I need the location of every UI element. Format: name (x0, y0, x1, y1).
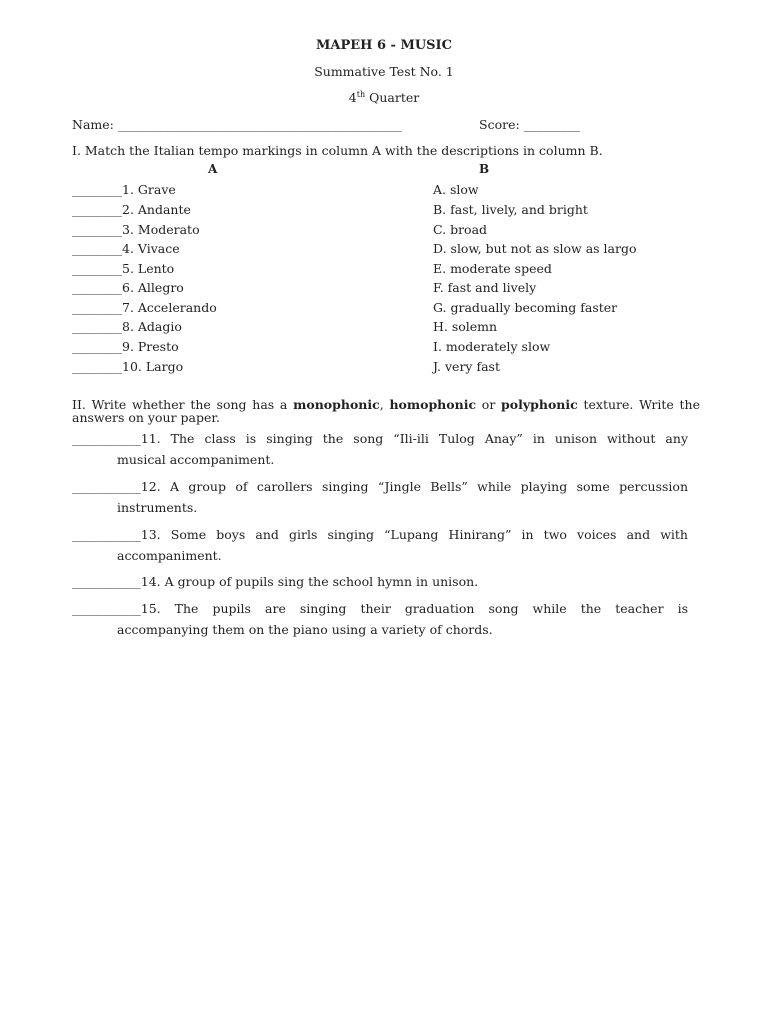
match-item-b-10: J. very fast (433, 359, 500, 374)
score-blank: _________ (523, 117, 580, 132)
match-item-a-10: ________10. Largo (72, 359, 184, 374)
question-13 (72, 527, 688, 563)
match-item-b-2: B. fast, lively, and bright (433, 202, 588, 217)
match-item-a-7: ________7. Accelerando (72, 300, 217, 315)
match-item-a-6: ________6. Allegro (72, 280, 184, 295)
match-item-a-2: ________2. Andante (72, 202, 191, 217)
quarter-ordinal: th (356, 90, 366, 99)
question-14-line-1: ___________14. A group of pupils sing the school hymn in unison. (72, 574, 479, 589)
match-item-b-4: D. slow, but not as slow as largo (433, 241, 637, 256)
match-item-a-8: ________8. Adagio (72, 319, 182, 334)
term-homophonic: homophonic (389, 397, 477, 412)
match-item-b-5: E. moderate speed (433, 261, 552, 276)
column-b-header: B (479, 162, 490, 176)
part2-comma: , (379, 397, 390, 412)
match-item-a-4: ________4. Vivace (72, 241, 180, 256)
match-item-a-5: ________5. Lento (72, 261, 175, 276)
column-a-header: A (208, 162, 218, 176)
question-15 (72, 601, 688, 637)
question-13-line-1: ___________13. Some boys and girls singing “Lupang Hinirang” in two voices and with (72, 527, 688, 542)
part2-instruction (72, 398, 700, 424)
score-label: Score: (479, 117, 520, 132)
test-subtitle: Summative Test No. 1 (314, 64, 454, 79)
part2-or: or (476, 397, 502, 412)
document-title: MAPEH 6 - MUSIC (315, 38, 452, 53)
part1-instruction: I. Match the Italian tempo markings in column A with the descriptions in column B. (72, 143, 603, 158)
match-item-b-7: G. gradually becoming faster (433, 300, 618, 315)
question-11-line-1: ___________11. The class is singing the song “Ili-ili Tulog Anay” in unison without any (72, 431, 688, 446)
question-11 (72, 431, 688, 467)
term-monophonic: monophonic (293, 397, 380, 412)
match-item-a-3: ________3. Moderato (72, 222, 200, 237)
part2-instruction-text: II. Write whether the song has a (72, 397, 294, 412)
match-item-b-9: I. moderately slow (433, 339, 551, 354)
score-field (479, 117, 580, 132)
match-item-a-1: ________1. Grave (72, 182, 176, 197)
match-item-b-8: H. solemn (433, 319, 498, 334)
quarter-word: Quarter (369, 90, 420, 106)
question-15-line-1: ___________15. The pupils are singing their graduation song while the teacher is (72, 601, 688, 616)
question-11-line-2: musical accompaniment. (117, 452, 275, 467)
part2-instruction-end: texture. Write the answers on your paper. (72, 397, 701, 425)
question-12 (72, 479, 688, 515)
match-item-b-6: F. fast and lively (433, 280, 537, 295)
question-12-line-1: ___________12. A group of carollers singing “Jingle Bells” while playing some percussion (72, 479, 688, 494)
match-item-b-3: C. broad (433, 222, 488, 237)
question-12-line-2: instruments. (117, 500, 198, 515)
term-polyphonic: polyphonic (501, 397, 578, 412)
match-item-a-9: ________9. Presto (72, 339, 179, 354)
quarter-number: 4 (348, 90, 357, 106)
match-item-b-1: A. slow (433, 182, 479, 197)
question-13-line-2: accompaniment. (117, 548, 222, 563)
name-blank: _________________________________________________ (117, 118, 402, 132)
quarter-subtitle (0, 90, 768, 105)
question-15-line-2: accompanying them on the piano using a variety of chords. (117, 622, 493, 637)
name-label: Name: (72, 117, 114, 132)
question-14 (72, 574, 688, 589)
name-field (72, 117, 402, 132)
